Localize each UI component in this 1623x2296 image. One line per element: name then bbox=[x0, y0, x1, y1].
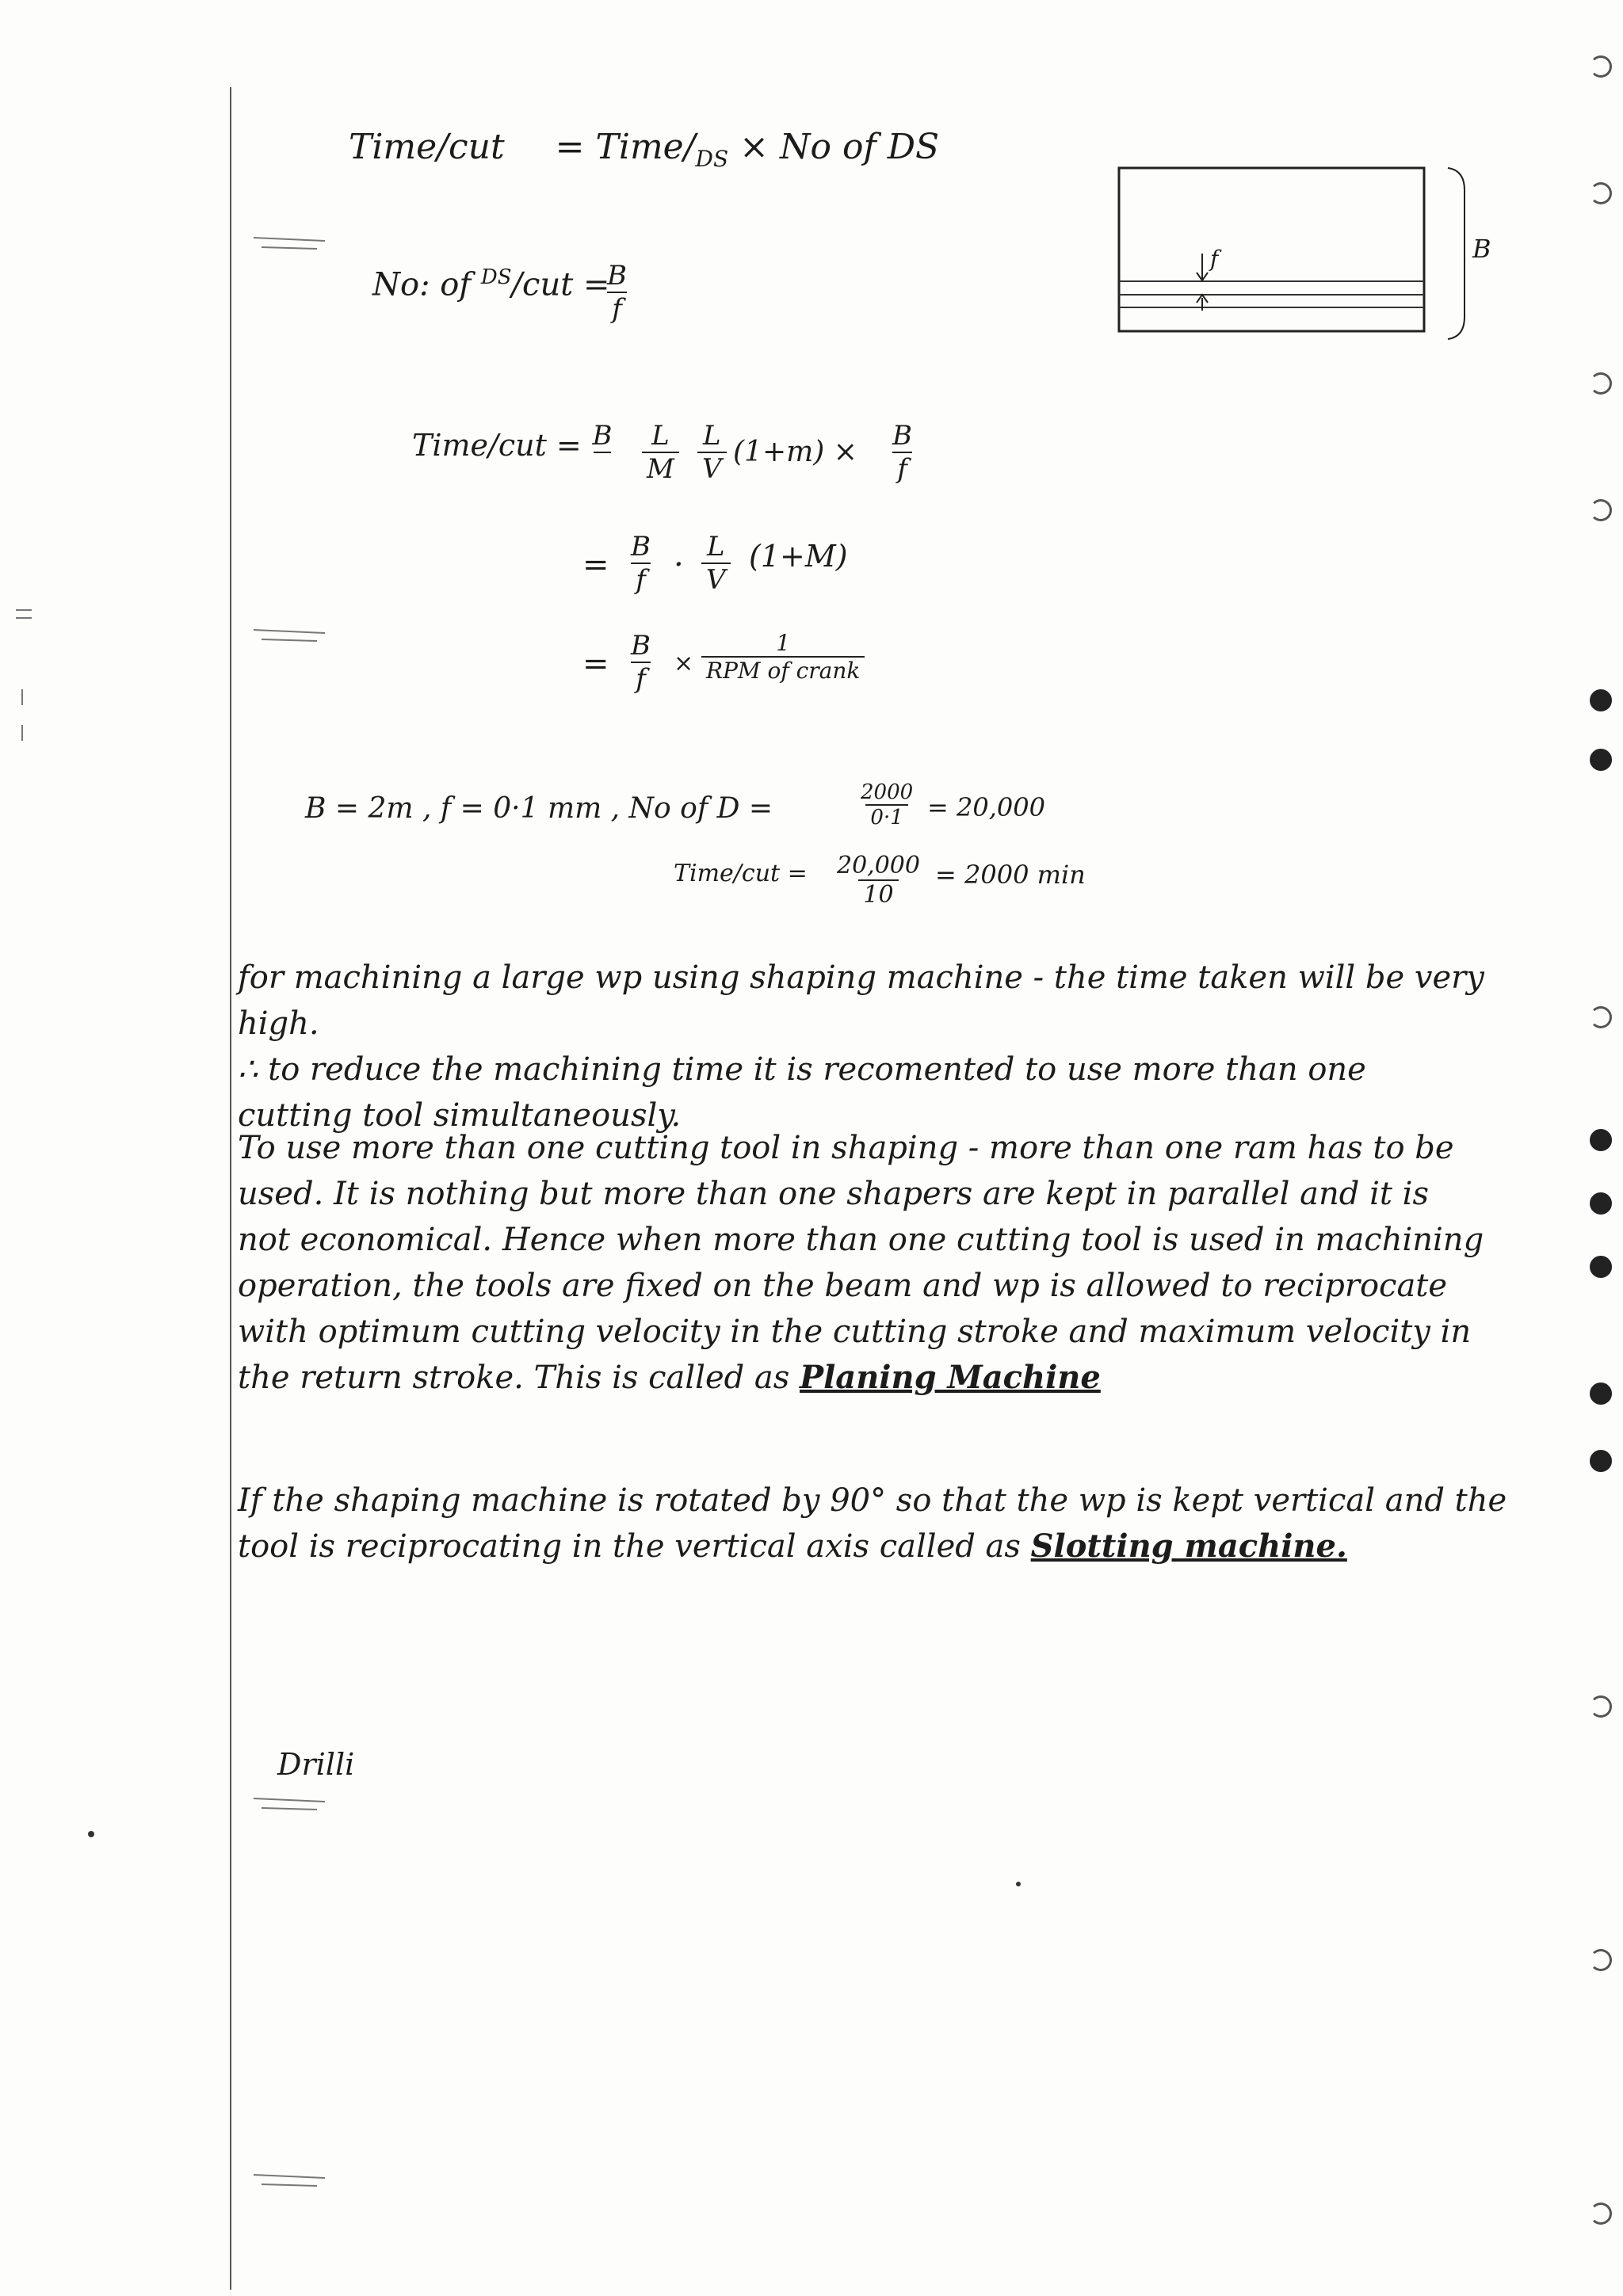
formula-subscript: DS bbox=[695, 145, 729, 172]
formula-paren: (1+m) × bbox=[733, 436, 857, 468]
fraction-numerator: B bbox=[892, 420, 912, 452]
formula-paren: (1+M) bbox=[749, 539, 848, 574]
feed-label: f bbox=[1210, 246, 1219, 272]
fraction-denominator: M bbox=[642, 452, 679, 485]
text-line: ∴ to reduce the machining time it is recomented to use more than one bbox=[238, 1051, 1366, 1088]
width-label: B bbox=[1472, 234, 1491, 264]
formula-time-expanded: Time/cut = bbox=[412, 428, 582, 463]
paragraph-slotting-machine bbox=[238, 1478, 1537, 1569]
binding-hole bbox=[1590, 499, 1612, 521]
example-result: = 20,000 bbox=[927, 792, 1045, 822]
binding-hole bbox=[1590, 182, 1612, 204]
heading-drilling: Drilli bbox=[277, 1747, 355, 1782]
paragraph-machining-time bbox=[238, 955, 1537, 1138]
text-line: for machining a large wp using shaping machine - the time taken will be very high. bbox=[238, 959, 1484, 1042]
formula-superscript: DS bbox=[480, 265, 512, 289]
example-result: = 2000 min bbox=[935, 860, 1086, 890]
example-line-1: B = 2m , f = 0·1 mm , No of D = bbox=[305, 792, 773, 825]
text-line: used. It is nothing but more than one shapers are kept in parallel and it is bbox=[238, 1176, 1429, 1212]
fraction-numerator: 20,000 bbox=[837, 852, 920, 879]
formula-rhs-part: /cut = bbox=[511, 266, 610, 303]
text-line: To use more than one cutting tool in shaping - more than one ram has to be bbox=[238, 1130, 1454, 1166]
times-operator: × bbox=[674, 650, 694, 677]
fraction-numerator: 2000 bbox=[861, 780, 914, 804]
binding-hole bbox=[1590, 1129, 1612, 1151]
paragraph-planing-machine bbox=[238, 1125, 1537, 1401]
text-line: the return stroke. This is called as bbox=[238, 1360, 790, 1396]
fraction-denominator: f bbox=[892, 452, 912, 485]
formula-lhs: No: of bbox=[372, 266, 472, 303]
fraction-denominator: V bbox=[701, 563, 731, 596]
dot-operator: · bbox=[674, 547, 684, 583]
text-line: not economical. Hence when more than one cutting tool is used in machining bbox=[238, 1222, 1484, 1258]
fraction-denominator: f bbox=[631, 662, 651, 695]
fraction-numerator: L bbox=[702, 420, 721, 452]
binding-hole bbox=[1590, 55, 1612, 78]
text-line: If the shaping machine is rotated by 90° so that the wp is kept vertical and the bbox=[238, 1482, 1507, 1519]
binding-hole bbox=[1590, 689, 1612, 711]
binding-hole bbox=[1590, 1006, 1612, 1028]
equals-sign: = bbox=[582, 646, 609, 682]
binding-hole bbox=[1590, 1383, 1612, 1405]
fraction-numerator: 1 bbox=[776, 630, 791, 656]
binding-hole bbox=[1590, 1949, 1612, 1971]
binding-hole bbox=[1590, 1695, 1612, 1718]
fraction-denominator: f bbox=[631, 563, 651, 596]
fraction-numerator: B bbox=[607, 260, 627, 292]
term-slotting-machine: Slotting machine. bbox=[1030, 1527, 1347, 1565]
example-line-2: Time/cut = bbox=[674, 860, 808, 887]
binding-hole bbox=[1590, 749, 1612, 771]
formula-rhs-part: = Time/ bbox=[555, 127, 696, 167]
formula-lhs: Time/cut bbox=[349, 127, 505, 167]
fraction-denominator: RPM of crank bbox=[701, 656, 865, 684]
binding-hole bbox=[1590, 1450, 1612, 1472]
formula-rhs-part: × No of DS bbox=[739, 127, 940, 167]
binding-hole bbox=[1590, 1256, 1612, 1278]
fraction-numerator: B bbox=[631, 531, 651, 563]
text-line: tool is reciprocating in the vertical axis called as bbox=[238, 1528, 1021, 1565]
text-line: with optimum cutting velocity in the cutting stroke and maximum velocity in bbox=[238, 1314, 1472, 1350]
fraction-denominator: 10 bbox=[858, 879, 898, 909]
text-line: operation, the tools are fixed on the beam and wp is allowed to reciprocate bbox=[238, 1268, 1448, 1304]
text-line: cutting tool simultaneously. bbox=[238, 1097, 682, 1134]
fraction-numerator: B bbox=[592, 420, 613, 452]
fraction-denominator: 0·1 bbox=[865, 804, 907, 830]
term-planing-machine: Planing Machine bbox=[800, 1359, 1101, 1396]
fraction-numerator: B bbox=[631, 630, 651, 662]
equals-sign: = bbox=[582, 547, 609, 583]
fraction-numerator: L bbox=[706, 531, 725, 563]
binding-hole bbox=[1590, 2203, 1612, 2225]
fraction-numerator: L bbox=[651, 420, 670, 452]
binding-hole bbox=[1590, 372, 1612, 395]
fraction-denominator: f bbox=[607, 292, 627, 325]
fraction-denominator: V bbox=[697, 452, 727, 485]
binding-hole bbox=[1590, 1192, 1612, 1215]
